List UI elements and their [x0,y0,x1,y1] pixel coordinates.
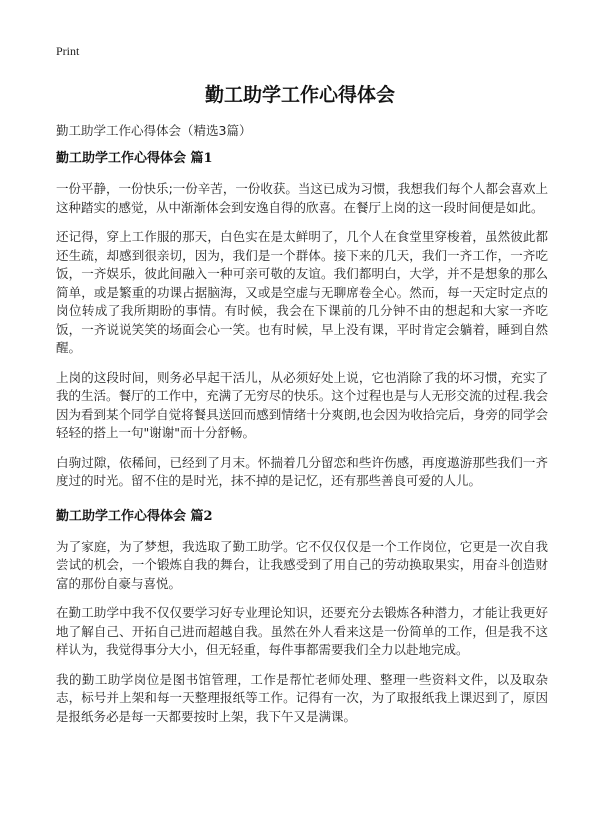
section-heading-1: 勤工助学工作心得体会 篇1 [56,151,213,166]
paragraph: 我的勤工助学岗位是图书馆管理，工作是帮忙老师处理、整理一些资料文件，以及取杂志，标号并上架和每一天整理报纸等工作。记得有一次，为了取报纸我上课迟到了，原因是报纸务必是每一天都要按时上架，我下午又是满课。 [56,671,548,724]
document-title: 勤工助学工作心得体会 [204,84,395,106]
document-body [56,150,548,737]
paragraph: 上岗的这段时间，则务必早起干活儿，从必须好处上说，它也消除了我的坏习惯，充实了我的生活。餐厅的工作中，充满了无穷尽的快乐。这个过程也是与人无形交流的过程.我会因为看到某个同学自觉将餐具送回而感到情绪十分爽朗,也会因为收拾完后，身旁的同学会轻轻的搭上一句"谢谢"而十分舒畅。 [56,369,548,440]
paragraph: 一份平静，一份快乐;一份辛苦，一份收获。当这已成为习惯，我想我们每个人都会喜欢上这种踏实的感觉，从中渐渐体会到安逸自得的欣喜。在餐厅上岗的这一段时间便是如此。 [56,181,548,215]
section-heading-2: 勤工助学工作心得体会 篇2 [56,508,213,524]
paragraph: 为了家庭，为了梦想，我选取了勤工助学。它不仅仅仅是一个工作岗位，它更是一次自我尝试的机会，一个锻炼自我的舞台，让我感受到了用自己的劳动换取果实，用奋斗创造财富的那份自豪与喜悦。 [56,538,548,591]
paragraph: 还记得，穿上工作服的那天，白色实在是太鲜明了，几个人在食堂里穿梭着，虽然彼此都还生疏，却感到很亲切，因为，我们是一个群体。接下来的几天，我们一齐工作，一齐吃饭，一齐娱乐，彼此间融入一种可亲可敬的友谊。我们都明白，大学，并不是想象的那么简单，或是繁重的功课占据脑海，又或是空虚与无聊席卷全心。然而，每一天定时定点的岗位转成了我所期盼的事情。有时候，我会在下课前的几分钟不由的想起和大家一齐吃饭，一齐说说笑笑的场面会心一笑。也有时候，早上没有课，平时肯定会躺着，睡到自然醒。 [56,229,548,355]
paragraph: 在勤工助学中我不仅仅要学习好专业理论知识，还要充分去锻炼各种潜力，才能让我更好地了解自己、开拓自己进而超越自我。虽然在外人看来这是一份简单的工作，但是我不这样认为，我觉得事分大小，但无轻重，每件事都需要我们全力以赴地完成。 [56,605,548,657]
paragraph: 白驹过隙，依稀间，已经到了月末。怀揣着几分留恋和些许伤感，再度遨游那些我们一齐度过的时光。留不住的是时光，抹不掉的是记忆，还有那些善良可爱的人儿。 [56,454,548,488]
document-subtitle: 勤工助学工作心得体会（精选3篇） [56,123,252,138]
print-link[interactable]: Print [56,44,80,58]
